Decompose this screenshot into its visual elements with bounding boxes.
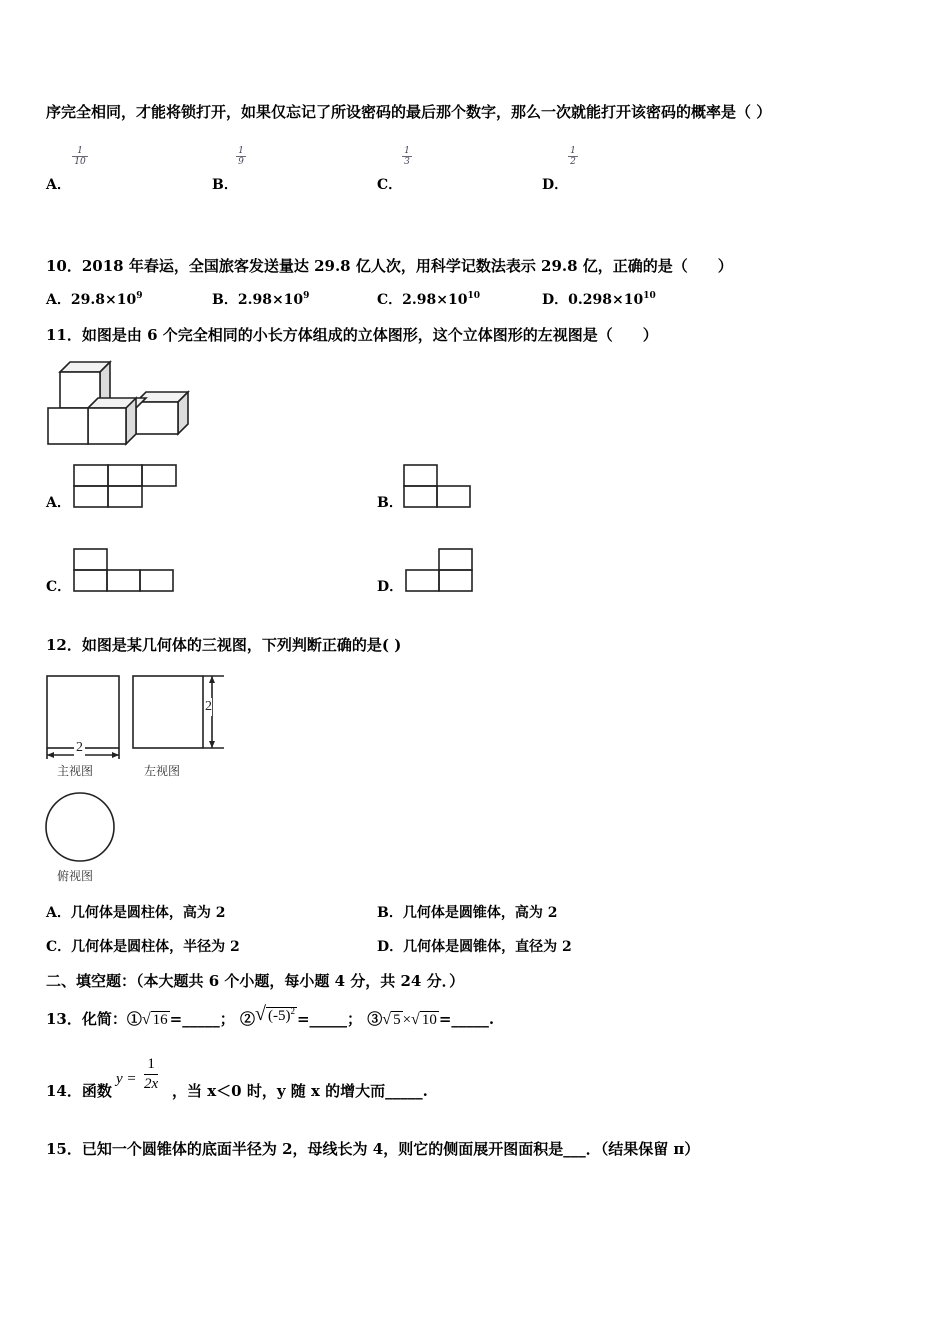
q14-prefix: 14．函数 xyxy=(46,1082,112,1100)
q12-option-d: D．几何体是圆锥体，直径为 2 xyxy=(377,939,572,955)
q14-suffix: ，当 x＜0 时，y 随 x 的增大而_____. xyxy=(172,1082,428,1100)
radicand-exponent: 2 xyxy=(290,1006,295,1016)
q12-top-caption: 俯视图 xyxy=(57,869,94,883)
radicand: 5 xyxy=(393,1012,401,1028)
fraction-numerator: 1 xyxy=(236,146,246,157)
q12-side-dimension: 2 xyxy=(205,699,212,714)
q9-option-b-fraction xyxy=(236,146,246,167)
q13-blank-3: =_____. xyxy=(438,1010,495,1028)
q11-option-a-label: A． xyxy=(46,495,71,511)
q12-option-c: C．几何体是圆柱体，半径为 2 xyxy=(46,939,240,955)
q10-option-d xyxy=(542,291,656,309)
q9-option-a-fraction xyxy=(72,146,88,167)
option-base: 29.8×10 xyxy=(70,292,137,308)
q13-mark-2: ② xyxy=(239,1010,255,1028)
q13-blank-1: =_____； xyxy=(169,1010,235,1028)
q11-stem: 11．如图是由 6 个完全相同的小长方体组成的立体图形，这个立体图形的左视图是（ ） xyxy=(46,326,658,344)
q11-solid-figure xyxy=(46,360,196,450)
q13-mark-3: ③ xyxy=(367,1010,383,1028)
q9-stem: 序完全相同，才能将锁打开，如果仅忘记了所设密码的最后那个数字，那么一次就能打开该密码的概率是（ ） xyxy=(46,103,772,121)
sqrt-neg5-squared: √ $(-5)^2$ xyxy=(254,1003,295,1025)
q11-option-c-figure xyxy=(72,547,176,595)
q9-option-d-label: D． xyxy=(542,177,569,193)
option-base: 2.98×10 xyxy=(402,292,468,308)
times-sign: × xyxy=(402,1012,412,1028)
option-label: D． xyxy=(542,292,569,308)
option-exponent: 10 xyxy=(643,291,656,301)
q12-option-a: A．几何体是圆柱体，高为 2 xyxy=(46,905,226,921)
fraction-numerator: 1 xyxy=(144,1055,158,1075)
q11-option-c-label: C． xyxy=(46,579,72,595)
q9-option-d-fraction xyxy=(568,146,578,167)
q13-blank-2: =_____； xyxy=(296,1010,363,1028)
radicand: (-5) xyxy=(267,1008,291,1024)
q10-stem: 10．2018 年春运，全国旅客发送量达 29.8 亿人次，用科学记数法表示 29.8 亿，正确的是（ ） xyxy=(46,257,733,275)
option-label: A． xyxy=(46,292,71,308)
radicand: 16 xyxy=(152,1012,168,1028)
fraction-denominator: 10 xyxy=(74,157,86,167)
option-exponent: 10 xyxy=(467,291,480,301)
q11-option-d-figure xyxy=(404,547,476,595)
option-exponent: 9 xyxy=(136,291,143,301)
q10-option-c xyxy=(377,291,480,309)
option-base: 2.98×10 xyxy=(237,292,304,308)
q9-option-c-fraction xyxy=(402,146,412,167)
q9-option-a-label: A． xyxy=(46,177,71,193)
q12-side-view xyxy=(130,673,230,753)
q10-option-b xyxy=(212,291,309,309)
option-label: C． xyxy=(377,292,403,308)
radicand: 10 xyxy=(421,1012,437,1028)
q11-option-d-label: D． xyxy=(377,579,404,595)
q12-front-dimension: 2 xyxy=(76,740,83,755)
section-heading: 二、填空题：（本大题共 6 个小题，每小题 4 分，共 24 分．） xyxy=(46,972,465,990)
fraction-denominator: 3 xyxy=(404,157,410,167)
q13-line xyxy=(46,1003,495,1029)
q15-stem: 15．已知一个圆锥体的底面半径为 2，母线长为 4，则它的侧面展开图面积是___．（结果保留 π） xyxy=(46,1140,700,1158)
q12-side-caption: 左视图 xyxy=(144,764,181,778)
fraction-denominator: 2x xyxy=(144,1076,159,1092)
q10-option-a xyxy=(46,291,142,309)
q11-option-b-label: B． xyxy=(377,495,403,511)
option-base: 0.298×10 xyxy=(568,292,644,308)
q11-option-a-figure xyxy=(72,463,178,511)
option-label: B． xyxy=(212,292,238,308)
q12-top-view xyxy=(43,790,117,864)
fraction-numerator: 1 xyxy=(72,146,88,157)
q12-stem: 12．如图是某几何体的三视图，下列判断正确的是( ) xyxy=(46,636,402,654)
sqrt-16: √ 16 xyxy=(141,1011,168,1028)
fraction-numerator: 1 xyxy=(402,146,412,157)
q14-lhs: y = xyxy=(116,1071,137,1087)
q14-fraction xyxy=(144,1055,158,1094)
fraction-numerator: 1 xyxy=(568,146,578,157)
fraction-denominator: 2 xyxy=(570,157,576,167)
q12-option-b: B．几何体是圆锥体，高为 2 xyxy=(377,905,558,921)
q11-option-b-figure xyxy=(402,463,474,511)
q9-option-c-label: C． xyxy=(377,177,403,193)
sqrt-10: √ 10 xyxy=(411,1011,437,1028)
sqrt-5: √ 5 xyxy=(382,1011,401,1028)
option-exponent: 9 xyxy=(303,291,310,301)
q9-option-b-label: B． xyxy=(212,177,238,193)
q13-prefix: 13．化简：① xyxy=(46,1010,142,1028)
q12-front-caption: 主视图 xyxy=(57,764,94,778)
fraction-denominator: 9 xyxy=(238,157,244,167)
